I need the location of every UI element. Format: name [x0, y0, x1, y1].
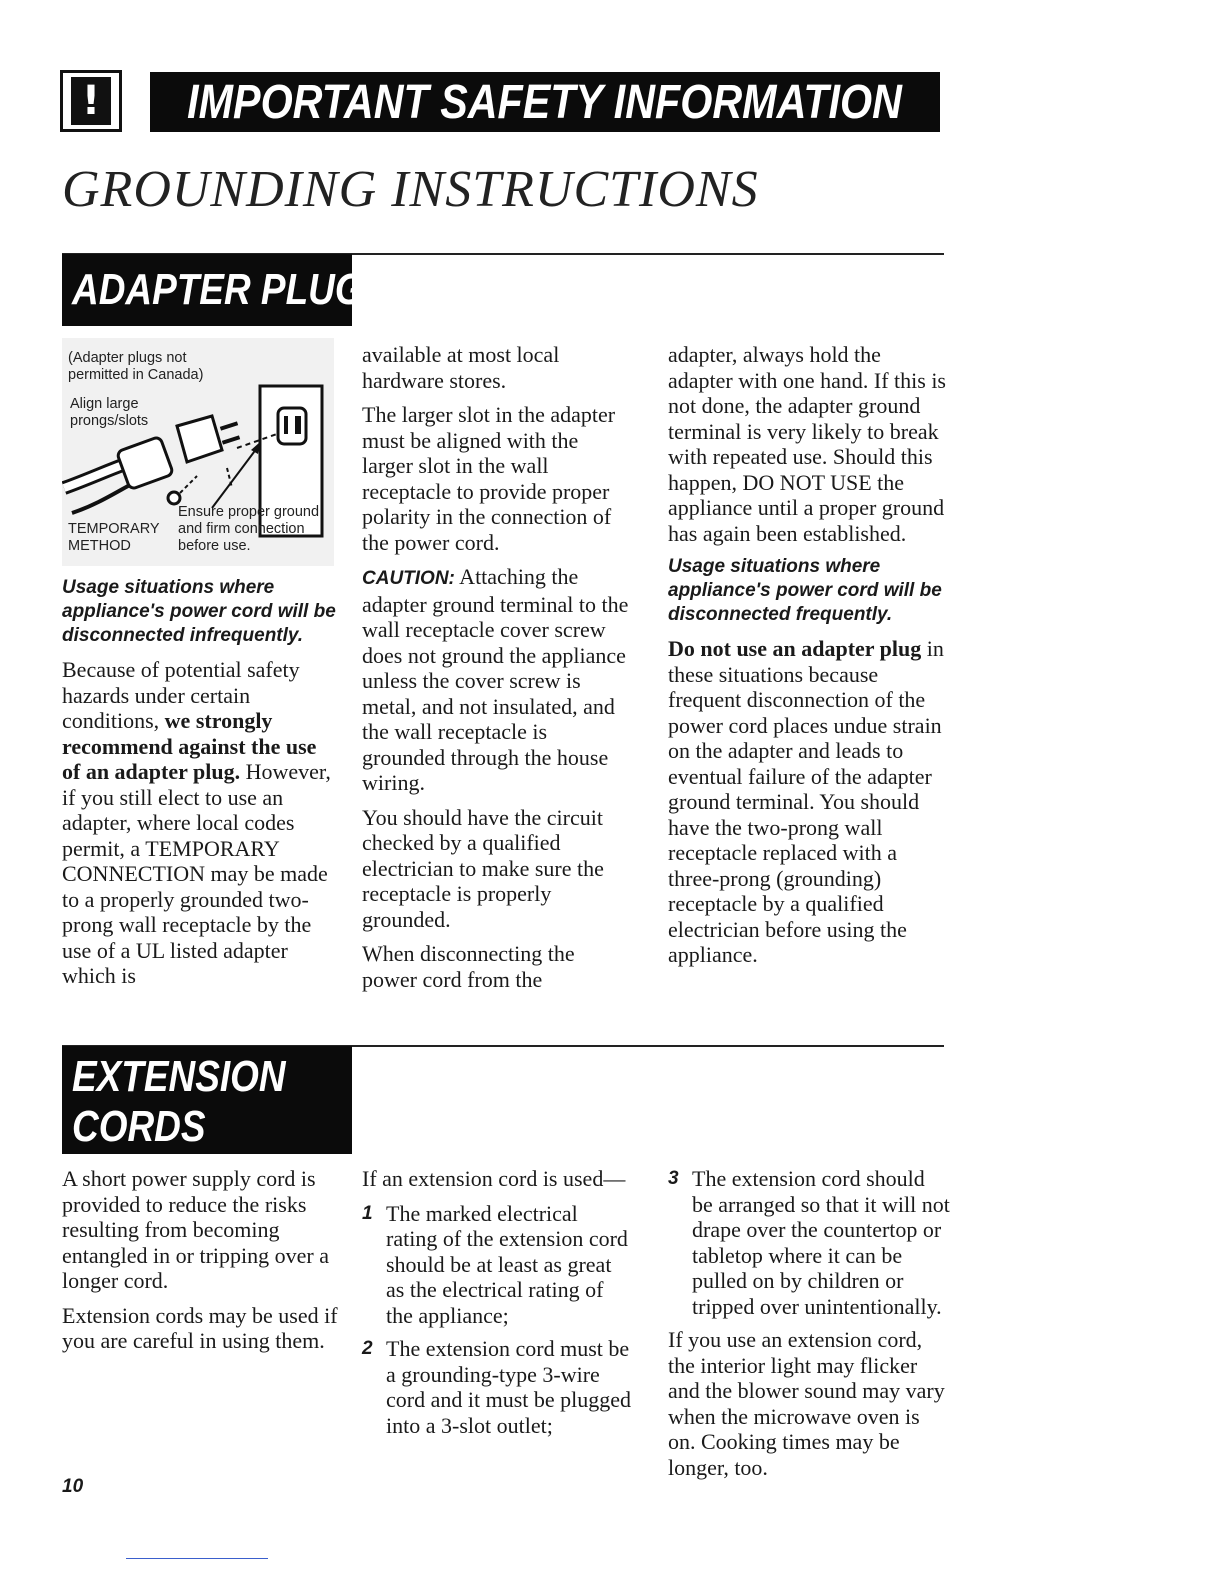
list-item-text: The extension cord should be arranged so that it will not drape over the countertop or tabletop where it can be pulled on by children or tripped over unintentionally.	[692, 1166, 950, 1319]
figure-ensure-line3: before use.	[178, 538, 251, 554]
list-item	[362, 1336, 634, 1438]
ext-col3-paragraph: If you use an extension cord, the interior light may flicker and the blower sound may vary when the microwave oven is on. Cooking times may be longer, too.	[668, 1327, 945, 1480]
adapter-column-1	[62, 576, 340, 998]
infrequent-usage-heading: Usage situations where appliance's power cord will be disconnected infrequently.	[62, 577, 336, 646]
col3-paragraph-1: adapter, always hold the adapter with one hand. If this is not done, the adapter ground terminal is very likely to break with repeated use. Should this happen, DO NOT USE the appliance until a proper ground has again been established.	[668, 342, 946, 546]
adapter-col1-paragraph	[62, 657, 340, 989]
col2-paragraph-5: When disconnecting the power cord from the	[362, 941, 575, 992]
col1-strong-recommendation: we strongly recommend against the use of an adapter plug.	[62, 708, 317, 784]
warning-icon-frame	[60, 70, 122, 132]
exclamation-icon: !	[71, 77, 111, 125]
adapter-column-3	[668, 342, 946, 977]
col1-text-a: Because of potential safety hazards under certain conditions,	[62, 657, 300, 733]
figure-align-line1: Align large	[70, 396, 139, 412]
caution-label: CAUTION:	[362, 568, 455, 589]
list-item-text: The extension cord must be a grounding-type 3-wire cord and it must be plugged into a 3-slot outlet;	[386, 1336, 632, 1438]
figure-temporary-line1: TEMPORARY	[68, 521, 160, 537]
caution-text: Attaching the adapter ground terminal to the wall receptacle cover screw does not ground the appliance unless the cover screw is metal, and not insulated, and the wall receptacle is grounded through the house wiring.	[362, 564, 629, 795]
figure-note-line2: permitted in Canada)	[68, 367, 204, 383]
adapter-column-2	[362, 342, 632, 1001]
figure-ensure-line1: Ensure proper ground	[178, 504, 320, 520]
adapter-plugs-tab	[62, 254, 389, 326]
extension-cords-tab	[62, 1046, 352, 1154]
list-item	[668, 1166, 950, 1319]
adapter-plugs-heading: ADAPTER PLUGS	[72, 265, 389, 314]
extension-heading-line1: EXTENSION	[72, 1052, 286, 1101]
ext-col1-paragraph-2: Extension cords may be used if you are careful in using them.	[62, 1302, 338, 1353]
page-number: 10	[62, 1476, 84, 1497]
figure-note-line1: (Adapter plugs not	[68, 350, 187, 366]
col2-caution-paragraph	[362, 564, 632, 796]
figure-align-line2: prongs/slots	[70, 413, 149, 429]
list-item-number: 3	[668, 1168, 679, 1189]
extension-column-2	[362, 1166, 634, 1446]
list-item-number: 2	[362, 1338, 373, 1359]
extension-column-1	[62, 1166, 340, 1363]
col3-paragraph-2	[668, 636, 946, 968]
banner-title: IMPORTANT SAFETY INFORMATION	[187, 75, 903, 129]
list-item-number: 1	[362, 1202, 373, 1224]
col2-paragraph-1: available at most local hardware stores.	[362, 342, 560, 393]
page-title: GROUNDING INSTRUCTIONS	[62, 161, 759, 218]
do-not-use-adapter-text: Do not use an adapter plug	[668, 636, 922, 661]
figure-ensure-line2: and firm connection	[178, 521, 305, 537]
ext-col2-intro: If an extension cord is used—	[362, 1166, 626, 1191]
extension-heading-line2: CORDS	[72, 1102, 206, 1151]
frequent-usage-heading: Usage situations where appliance's power cord will be disconnected frequently.	[668, 556, 942, 625]
list-item	[362, 1201, 634, 1329]
extension-column-3	[668, 1166, 950, 1489]
col2-paragraph-4: You should have the circuit checked by a qualified electrician to make sure the receptacle is properly grounded.	[362, 804, 604, 932]
col1-text-c: However, if you still elect to use an adapter, where local codes permit, a TEMPORARY CONNECTION may be made to a properly grounded two-prong wall receptacle by the use of a UL listed adapter which is	[62, 759, 331, 988]
col3-text: in these situations because frequent disconnection of the power cord places undue strain on the adapter and leads to eventual failure of the adapter ground terminal. You should have the two-prong wall receptacle replaced with a three-prong (grounding) receptacle by a qualified electrician before using the appliance.	[668, 636, 944, 967]
col2-paragraph-2: The larger slot in the adapter must be aligned with the larger slot in the wall receptacle to provide proper polarity in the connection of the power cord.	[362, 402, 616, 555]
list-item-text: The marked electrical rating of the extension cord should be at least as great as the electrical rating of the appliance;	[386, 1200, 628, 1328]
figure-temporary-line2: METHOD	[68, 538, 131, 554]
safety-banner	[150, 72, 940, 132]
adapter-plug-illustration	[62, 338, 334, 566]
ext-col1-paragraph-1: A short power supply cord is provided to reduce the risks resulting from becoming entangled in or tripping over a longer cord.	[62, 1166, 329, 1293]
footer-rule	[126, 1558, 268, 1559]
